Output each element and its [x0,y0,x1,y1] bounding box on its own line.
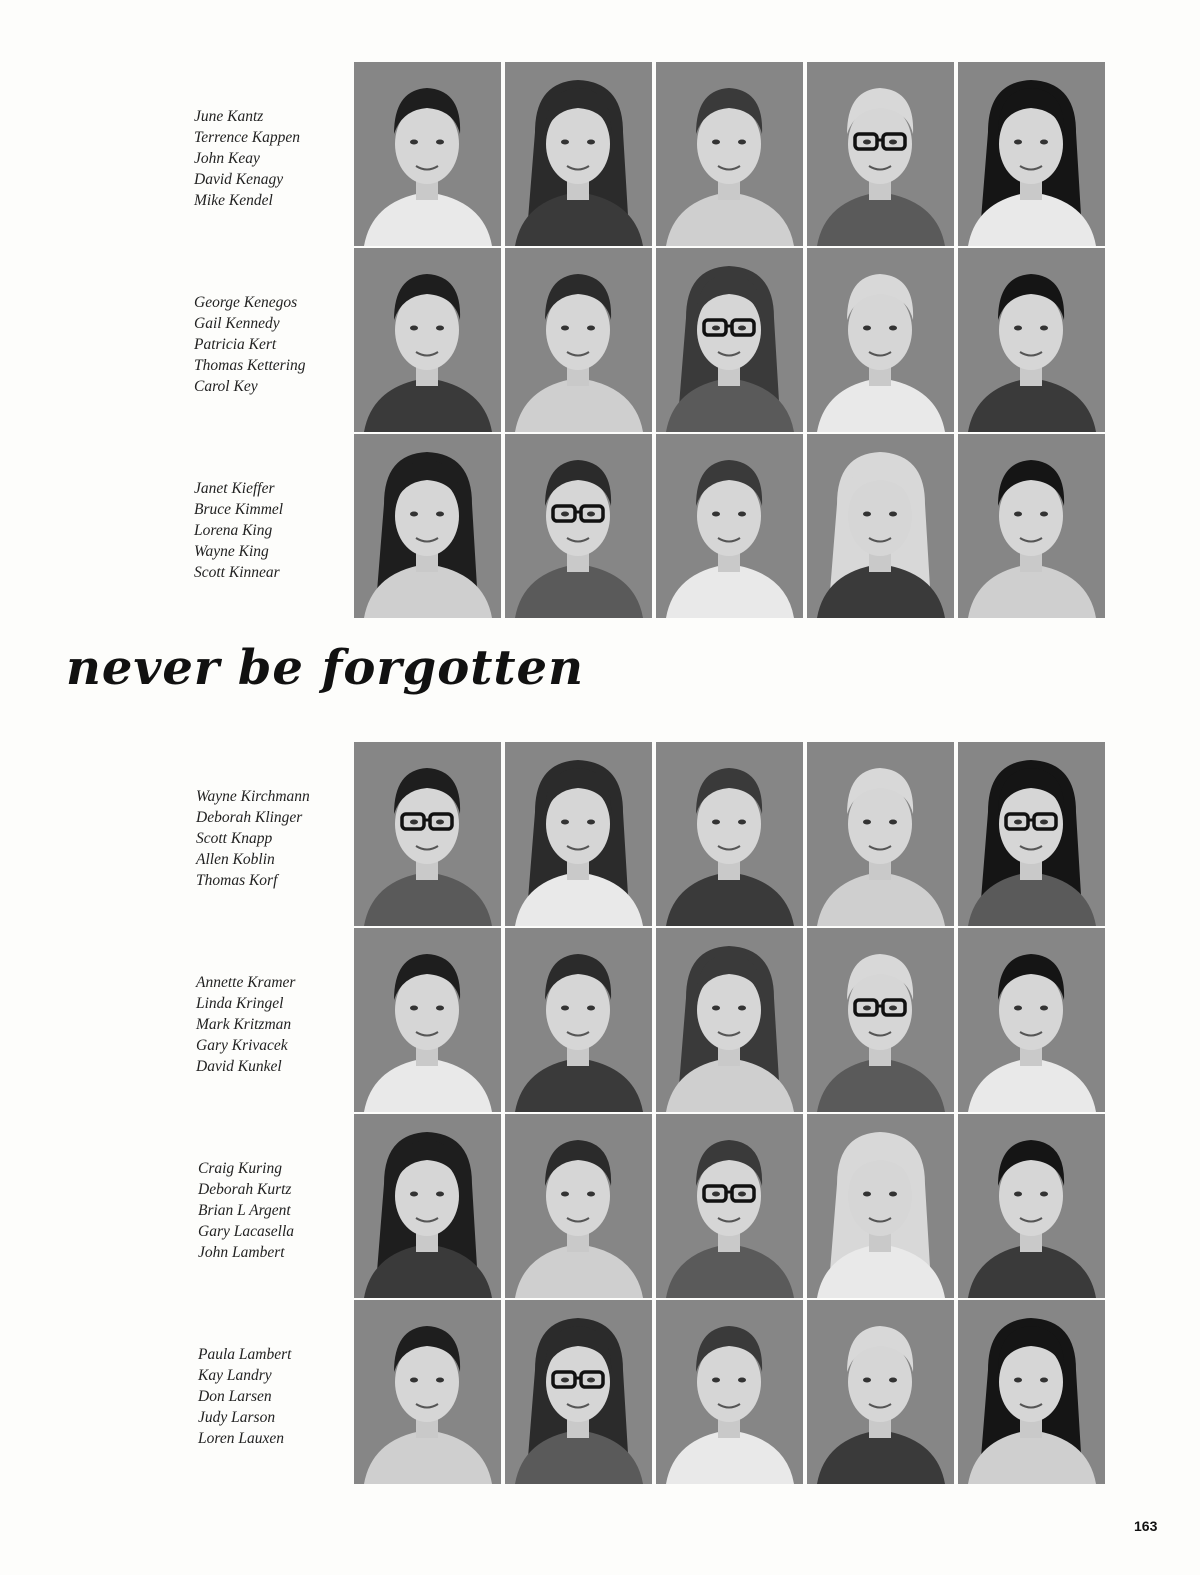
portrait-row [0,62,1200,246]
name-list [194,292,306,397]
student-portrait [807,434,954,618]
student-portrait [505,928,652,1112]
student-name: Patricia Kert [194,336,277,353]
student-name: Carol Key [194,378,258,395]
student-name: Janet Kieffer [194,480,275,497]
student-portrait [656,62,803,246]
student-name: Gary Lacasella [198,1223,295,1240]
student-name: Gary Krivacek [196,1037,288,1054]
student-name: Gail Kennedy [194,315,280,332]
student-name: George Kenegos [194,294,298,311]
student-portrait [505,434,652,618]
student-name: Deborah Klinger [196,809,303,826]
name-list [196,786,310,891]
student-portrait [505,248,652,432]
student-portrait [354,1300,501,1484]
student-portrait [505,62,652,246]
name-list [198,1158,294,1263]
student-portrait [958,928,1105,1112]
student-portrait [656,928,803,1112]
name-list [194,478,283,583]
student-portrait [958,62,1105,246]
page-heading: never be forgotten [66,640,584,696]
student-name: Loren Lauxen [198,1430,284,1447]
name-list [196,972,295,1077]
student-name: Annette Kramer [196,974,296,991]
student-portrait [354,434,501,618]
student-name: John Keay [194,150,260,167]
student-portrait [807,928,954,1112]
student-name: Allen Koblin [196,851,275,868]
student-name: Don Larsen [198,1388,272,1405]
student-portrait [958,248,1105,432]
student-portrait [807,62,954,246]
student-portrait [505,742,652,926]
portrait-strip [354,1300,1108,1484]
student-portrait [354,928,501,1112]
page-number: 163 [1134,1518,1158,1534]
portrait-strip [354,928,1108,1112]
student-name: Craig Kuring [198,1160,282,1177]
student-portrait [958,742,1105,926]
student-portrait [656,1300,803,1484]
portrait-row [0,742,1200,926]
student-name: Mark Kritzman [196,1016,292,1033]
student-portrait [807,1300,954,1484]
student-name: Wayne Kirchmann [196,788,310,805]
student-name: Linda Kringel [196,995,284,1012]
student-portrait [807,1114,954,1298]
student-name: Bruce Kimmel [194,501,284,518]
student-portrait [807,248,954,432]
student-portrait [505,1300,652,1484]
student-name: Paula Lambert [198,1346,292,1363]
student-portrait [958,434,1105,618]
student-portrait [354,742,501,926]
student-portrait [656,1114,803,1298]
student-name: Judy Larson [198,1409,276,1426]
student-name: Scott Knapp [196,830,273,847]
student-portrait [656,434,803,618]
student-name: Thomas Korf [196,872,278,889]
portrait-strip [354,1114,1108,1298]
student-portrait [354,248,501,432]
student-name: Brian L Argent [198,1202,291,1219]
student-portrait [656,248,803,432]
student-portrait [807,742,954,926]
student-portrait [354,1114,501,1298]
portrait-row [0,928,1200,1112]
student-portrait [958,1300,1105,1484]
name-list [198,1344,291,1449]
student-name: June Kantz [194,108,264,125]
student-name: David Kenagy [194,171,284,188]
portrait-strip [354,62,1108,246]
portrait-row [0,1300,1200,1484]
student-portrait [354,62,501,246]
student-name: Kay Landry [198,1367,272,1384]
portrait-strip [354,742,1108,926]
student-name: Scott Kinnear [194,564,280,581]
student-name: Terrence Kappen [194,129,301,146]
portrait-row [0,248,1200,432]
student-name: John Lambert [198,1244,285,1261]
student-portrait [958,1114,1105,1298]
portrait-strip [354,248,1108,432]
student-name: Lorena King [194,522,273,539]
student-portrait [656,742,803,926]
portrait-row [0,1114,1200,1298]
student-name: Mike Kendel [194,192,273,209]
portrait-strip [354,434,1108,618]
student-name: David Kunkel [196,1058,282,1075]
student-name: Wayne King [194,543,269,560]
name-list [194,106,300,211]
student-name: Thomas Kettering [194,357,306,374]
student-name: Deborah Kurtz [198,1181,292,1198]
portrait-row [0,434,1200,618]
student-portrait [505,1114,652,1298]
